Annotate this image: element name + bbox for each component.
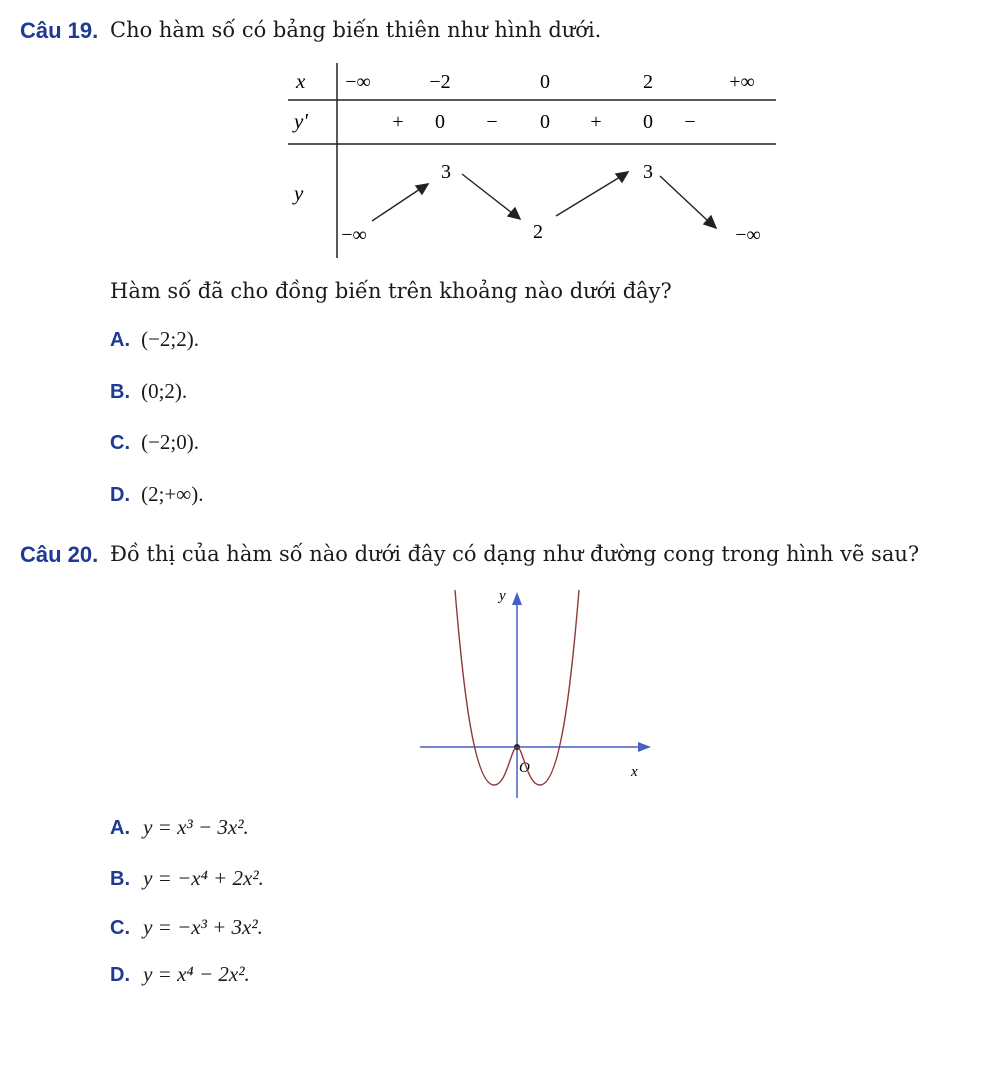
option-value: (0;2). — [141, 379, 188, 403]
option-b[interactable] — [110, 866, 264, 891]
increasing-arrow — [372, 189, 420, 221]
option-d[interactable] — [110, 962, 250, 987]
decreasing-arrow — [462, 174, 512, 213]
option-label: D. — [110, 484, 130, 506]
option-label: D. — [110, 964, 130, 986]
decreasing-arrow — [660, 176, 708, 221]
x-axis-arrow-icon — [638, 742, 651, 752]
option-c[interactable] — [110, 430, 199, 455]
arrowhead — [704, 216, 716, 228]
option-value: (−2;2). — [141, 327, 200, 351]
option-value: (2;+∞). — [141, 482, 204, 506]
y-value: −∞ — [735, 224, 761, 246]
yprime-row-label: y' — [294, 109, 308, 133]
q19-text: Cho hàm số có bảng biến thiên như hình dưới. — [110, 18, 602, 42]
option-a[interactable] — [110, 815, 249, 840]
x-axis-label: x — [631, 764, 638, 780]
y-value: 3 — [441, 161, 451, 183]
x-value: 0 — [540, 71, 550, 93]
option-c[interactable] — [110, 915, 263, 940]
option-label: A. — [110, 817, 130, 839]
option-label: A. — [110, 329, 130, 351]
origin-label: O — [519, 760, 530, 776]
y-value: 3 — [643, 161, 653, 183]
q19-prompt: Hàm số đã cho đồng biến trên khoảng nào dưới đây? — [110, 279, 672, 303]
sign-cell: − — [684, 111, 696, 133]
x-value: −2 — [429, 71, 451, 93]
q19-number: Câu 19. — [20, 18, 99, 43]
y-value: −∞ — [341, 224, 367, 246]
option-a[interactable] — [110, 327, 199, 352]
sign-cell: 0 — [435, 111, 445, 133]
x-row-label: x — [296, 69, 306, 93]
option-d[interactable] — [110, 482, 203, 507]
option-label: B. — [110, 381, 130, 403]
q20-number: Câu 20. — [20, 542, 99, 567]
option-value: y = −x³ + 3x². — [143, 915, 263, 939]
arrowhead — [508, 208, 520, 219]
y-value: 2 — [533, 221, 543, 243]
option-value: y = x³ − 3x². — [143, 815, 249, 839]
q20-text: Đồ thị của hàm số nào dưới đây có dạng như đường cong trong hình vẽ sau? — [110, 542, 920, 566]
sign-cell: + — [590, 111, 602, 133]
increasing-arrow — [556, 177, 620, 216]
sign-cell: 0 — [643, 111, 653, 133]
sign-cell: − — [486, 111, 498, 133]
x-value: +∞ — [729, 71, 755, 93]
option-label: C. — [110, 917, 130, 939]
sign-cell: 0 — [540, 111, 550, 133]
option-value: y = x⁴ − 2x². — [143, 962, 250, 986]
arrowhead — [416, 184, 428, 194]
y-row-label: y — [294, 181, 304, 205]
x-value: −∞ — [345, 71, 371, 93]
option-value: (−2;0). — [141, 430, 200, 454]
option-b[interactable] — [110, 379, 187, 404]
x-value: 2 — [643, 71, 653, 93]
option-label: C. — [110, 432, 130, 454]
option-label: B. — [110, 868, 130, 890]
arrowhead — [616, 172, 628, 182]
option-value: y = −x⁴ + 2x². — [143, 866, 264, 890]
variation-table — [280, 58, 780, 268]
sign-cell: + — [392, 111, 404, 133]
y-axis-arrow-icon — [512, 592, 522, 605]
y-axis-label: y — [499, 588, 506, 604]
function-graph — [415, 580, 665, 805]
